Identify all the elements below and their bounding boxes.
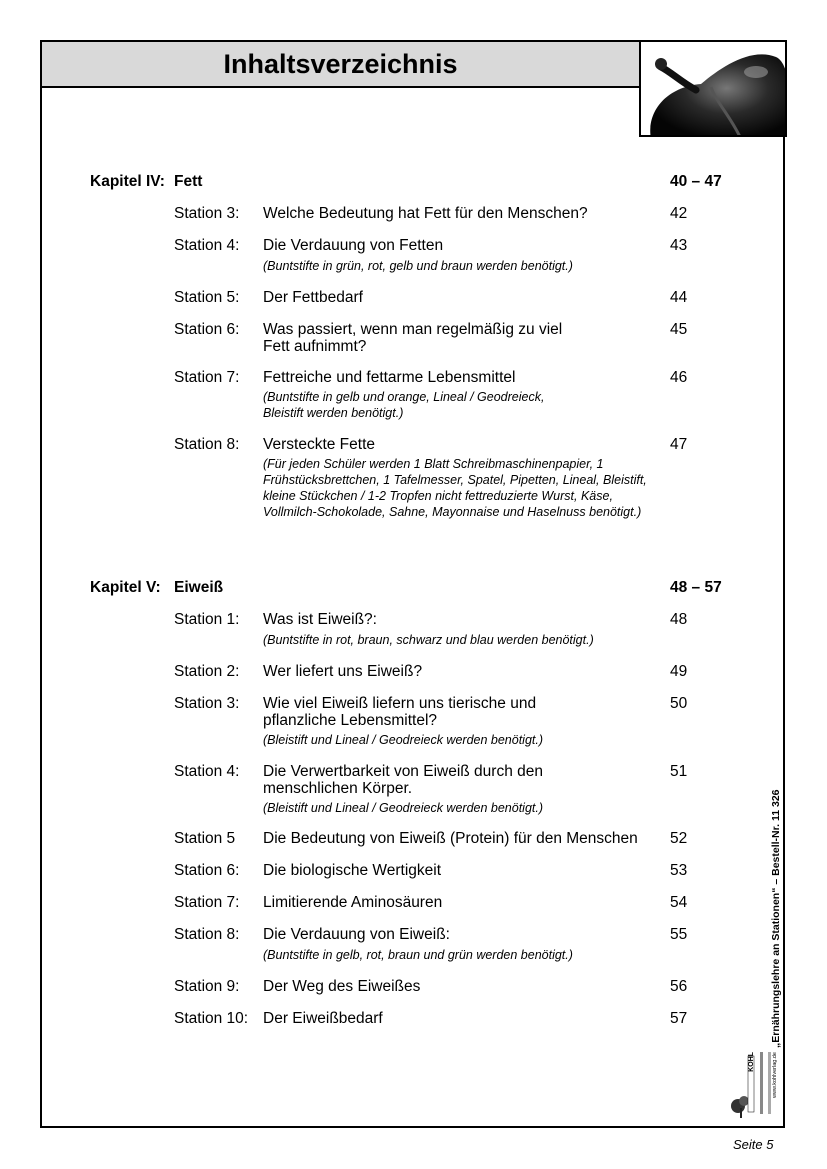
- chapter-label: Kapitel V:: [90, 579, 161, 596]
- station-label: Station 3:: [174, 205, 240, 222]
- station-page: 49: [670, 663, 688, 680]
- chapter-pages: 48 – 57: [670, 579, 722, 596]
- station-title: Was ist Eiweiß?:: [263, 611, 377, 628]
- station-page: 52: [670, 830, 688, 847]
- station-page: 45: [670, 321, 688, 338]
- station-title: Der Fettbedarf: [263, 289, 363, 306]
- station-page: 48: [670, 611, 688, 628]
- station-label: Station 7:: [174, 894, 240, 911]
- station-title: Welche Bedeutung hat Fett für den Menschen?: [263, 205, 588, 222]
- station-page: 46: [670, 369, 688, 386]
- station-label: Station 4:: [174, 237, 240, 254]
- station-title: Wie viel Eiweiß liefern uns tierische und pflanzliche Lebensmittel?: [263, 695, 537, 729]
- station-note: (Bleistift und Lineal / Geodreieck werden benötigt.): [263, 801, 544, 815]
- station-note: (Für jeden Schüler werden 1 Blatt Schreibmaschinenpapier, 1 Frühstücksbrettchen, 1 Tafelmesser, Spatel, Pipetten, Lineal, Bleistift, kleine Stückchen / 1-2 Tropfen nicht fettreduzierte Wurst, Käse, Vollmilch-Schokolade, Sahne, Mayonnaise und Haselnuss benötigt.): [263, 457, 647, 519]
- publisher-logo: [728, 1048, 784, 1120]
- page-number: Seite 5: [733, 1137, 774, 1152]
- station-note: (Buntstifte in gelb, rot, braun und grün werden benötigt.): [263, 948, 573, 962]
- station-title: Versteckte Fette: [263, 436, 375, 453]
- chapter-pages: 40 – 47: [670, 173, 722, 190]
- bell-pepper-photo: [639, 40, 787, 137]
- station-label: Station 8:: [174, 436, 240, 453]
- station-title: Limitierende Aminosäuren: [263, 894, 443, 911]
- station-note: (Bleistift und Lineal / Geodreieck werden benötigt.): [263, 733, 544, 747]
- station-label: Station 1:: [174, 611, 240, 628]
- station-page: 47: [670, 436, 688, 453]
- station-label: Station 6:: [174, 321, 240, 338]
- station-label: Station 5:: [174, 289, 240, 306]
- station-title: Die biologische Wertigkeit: [263, 862, 442, 879]
- station-title: Der Eiweißbedarf: [263, 1010, 383, 1027]
- station-title: Die Bedeutung von Eiweiß (Protein) für den Menschen: [263, 830, 638, 847]
- page-title: [40, 40, 641, 88]
- station-page: 54: [670, 894, 688, 911]
- station-note: (Buntstifte in gelb und orange, Lineal / Geodreieck, Bleistift werden benötigt.): [263, 390, 545, 420]
- station-label: Station 10:: [174, 1010, 249, 1027]
- station-page: 55: [670, 926, 688, 943]
- station-label: Station 5: [174, 830, 236, 847]
- station-page: 43: [670, 237, 688, 254]
- chapter-title: Fett: [174, 173, 203, 190]
- station-label: Station 3:: [174, 695, 240, 712]
- station-title: Fettreiche und fettarme Lebensmittel: [263, 369, 516, 386]
- station-label: Station 4:: [174, 763, 240, 780]
- page-title-text: Inhaltsverzeichnis: [223, 48, 458, 79]
- logo-url: www.kohlverlag.de: [772, 1052, 778, 1098]
- chapter-label: Kapitel IV:: [90, 173, 165, 190]
- station-label: Station 6:: [174, 862, 240, 879]
- station-page: 42: [670, 205, 688, 222]
- logo-brand: KOHL: [748, 1052, 755, 1072]
- bell-pepper-icon: [641, 42, 787, 137]
- station-page: 51: [670, 763, 688, 780]
- station-label: Station 2:: [174, 663, 240, 680]
- station-page: 50: [670, 695, 688, 712]
- station-title: Die Verdauung von Fetten: [263, 237, 444, 254]
- station-label: Station 9:: [174, 978, 240, 995]
- order-number-sidebar: „Ernährungslehre an Stationen“ – Bestell-Nr. 11 326: [770, 789, 782, 1048]
- chapter-title: Eiweiß: [174, 579, 224, 596]
- station-page: 57: [670, 1010, 688, 1027]
- station-title: Die Verwertbarkeit von Eiweiß durch den menschlichen Körper.: [263, 763, 543, 797]
- station-title: Der Weg des Eiweißes: [263, 978, 421, 995]
- station-page: 44: [670, 289, 688, 306]
- station-note: (Buntstifte in rot, braun, schwarz und blau werden benötigt.): [263, 633, 594, 647]
- station-title: Wer liefert uns Eiweiß?: [263, 663, 423, 680]
- station-title: Die Verdauung von Eiweiß:: [263, 926, 450, 943]
- station-page: 53: [670, 862, 688, 879]
- station-title: Was passiert, wenn man regelmäßig zu viel Fett aufnimmt?: [263, 321, 563, 355]
- station-label: Station 7:: [174, 369, 240, 386]
- station-label: Station 8:: [174, 926, 240, 943]
- station-note: (Buntstifte in grün, rot, gelb und braun werden benötigt.): [263, 259, 573, 273]
- station-page: 56: [670, 978, 688, 995]
